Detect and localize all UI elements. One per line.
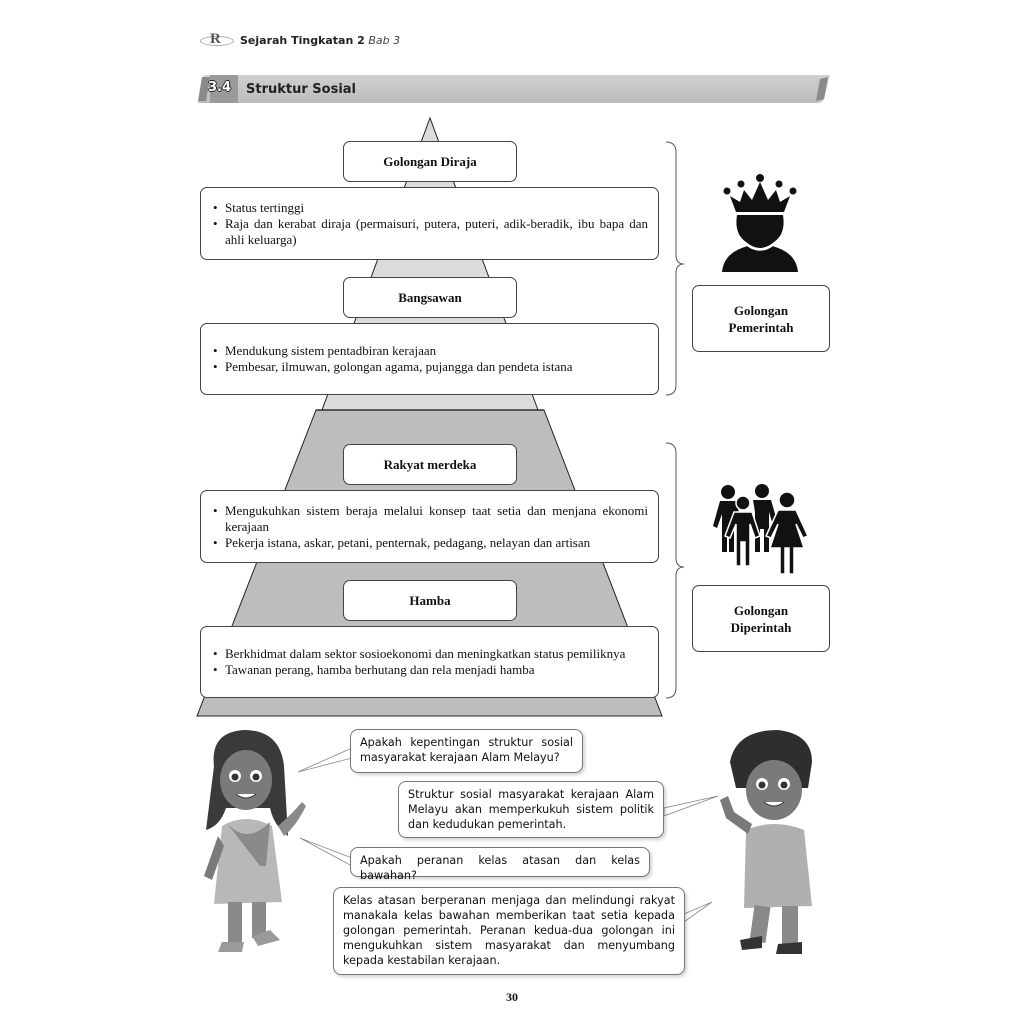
desc-point: • Tawanan perang, hamba berhutang dan rela menjadi hamba <box>211 662 648 678</box>
boy-character-illustration <box>716 726 826 956</box>
level-title-rakyat-merdeka: Rakyat merdeka <box>343 444 517 485</box>
crowned-person-icon <box>718 174 802 274</box>
speech-bubble-boy-1: Struktur sosial masyarakat kerajaan Alam Melayu akan memperkukuh sistem politik dan kedudukan pemerintah. <box>398 781 664 838</box>
section-title: Struktur Sosial <box>246 82 357 97</box>
speech-bubble-girl-2: Apakah peranan kelas atasan dan kelas bawahan? <box>350 847 650 877</box>
desc-point: • Pembesar, ilmuwan, golongan agama, pujangga dan pendeta istana <box>211 359 648 375</box>
desc-point: • Berkhidmat dalam sektor sosioekonomi dan meningkatkan status pemiliknya <box>211 646 648 662</box>
group-label-pemerintah: Golongan Pemerintah <box>692 285 830 352</box>
section-number: 3.4 <box>208 80 232 95</box>
group-label-diperintah: Golongan Diperintah <box>692 585 830 652</box>
level-title-hamba: Hamba <box>343 580 517 621</box>
brace-pemerintah <box>666 142 684 395</box>
level-desc-bangsawan <box>200 323 659 395</box>
desc-point: • Mendukung sistem pentadbiran kerajaan <box>211 343 648 359</box>
desc-point: • Pekerja istana, askar, petani, penternak, pedagang, nelayan dan artisan <box>211 535 648 551</box>
desc-point: • Mengukuhkan sistem beraja melalui konsep taat setia dan menjana ekonomi kerajaan <box>211 503 648 535</box>
level-desc-hamba <box>200 626 659 698</box>
girl-character-illustration <box>196 726 306 956</box>
speech-bubble-girl-1: Apakah kepentingan struktur sosial masyarakat kerajaan Alam Melayu? <box>350 729 583 773</box>
level-desc-golongan-diraja <box>200 187 659 260</box>
level-desc-rakyat-merdeka <box>200 490 659 563</box>
page-number: 30 <box>506 990 518 1004</box>
speech-bubble-boy-2: Kelas atasan berperanan menjaga dan melindungi rakyat manakala kelas bawahan memberikan taat setia kepada golongan pemerintah. Peranan kedua-dua golongan ini mengukuhkan sistem masyarakat dan menyumbang kepada kestabilan kerajaan. <box>333 887 685 975</box>
desc-point: • Raja dan kerabat diraja (permaisuri, putera, puteri, adik-beradik, ibu bapa dan ahli keluarga) <box>211 216 648 248</box>
publisher-logo-icon: R <box>198 33 234 47</box>
level-title-bangsawan: Bangsawan <box>343 277 517 318</box>
chapter-label: Bab 3 <box>368 33 401 47</box>
level-title-golongan-diraja: Golongan Diraja <box>343 141 517 182</box>
brace-diperintah <box>666 443 684 698</box>
desc-point: • Status tertinggi <box>211 200 648 216</box>
people-group-icon <box>712 484 810 576</box>
book-title: Sejarah Tingkatan 2 Bab 3 <box>240 33 401 47</box>
